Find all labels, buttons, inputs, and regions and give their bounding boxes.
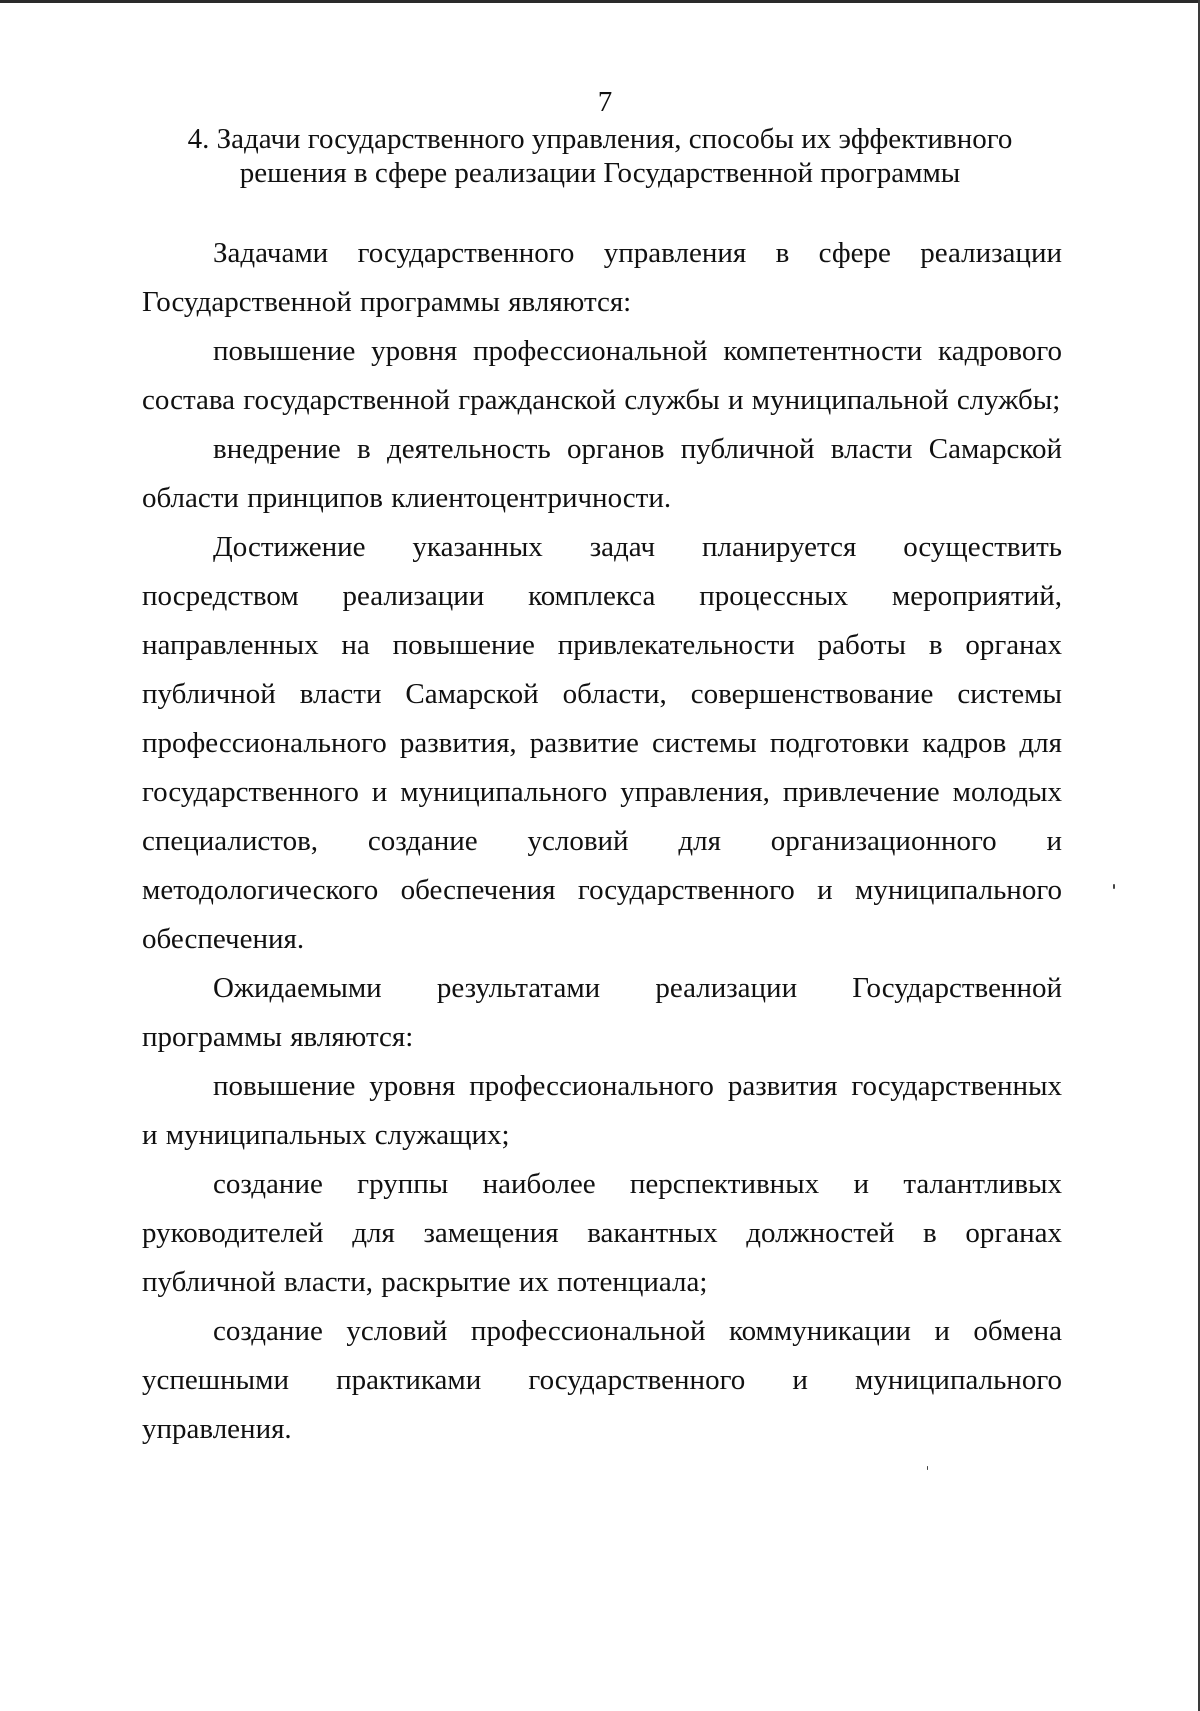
scan-edge-top	[0, 0, 1200, 3]
scan-speck	[1113, 884, 1115, 889]
scan-speck	[927, 1466, 928, 1470]
section-heading	[140, 122, 1060, 190]
paragraph-result-talent-pool: создание группы наиболее перспективных и талантливых руководителей для замещения вакантных должностей в органах публичной власти, раскрытие их потенциала;	[142, 1168, 1062, 1298]
paragraph-task-client-centricity: внедрение в деятельность органов публичной власти Самарской области принципов клиентоцентричности.	[142, 433, 1062, 514]
paragraph-tasks-intro: Задачами государственного управления в сфере реализации Государственной программы являются:	[142, 237, 1062, 318]
paragraph-achievement: Достижение указанных задач планируется осуществить посредством реализации комплекса процессных мероприятий, направленных на повышение привлекательности работы в органах публичной власти Самарской области, совершенствование системы профессионального развития, развитие системы подготовки кадров для государственного и муниципального управления, привлечение молодых специалистов, создание условий для организационного и методологического обеспечения государственного и муниципального обеспечения.	[142, 531, 1062, 955]
section-heading-line-1: 4. Задачи государственного управления, способы их эффективного	[187, 123, 1013, 155]
page-number: 7	[597, 86, 613, 118]
body-text	[142, 229, 1062, 1454]
paragraph-results-intro: Ожидаемыми результатами реализации Государственной программы являются:	[142, 972, 1062, 1053]
paragraph-task-competence: повышение уровня профессиональной компетентности кадрового состава государственной гражданской службы и муниципальной службы;	[142, 335, 1062, 416]
paragraph-result-communication: создание условий профессиональной коммуникации и обмена успешными практиками государственного и муниципального управления.	[142, 1315, 1062, 1445]
paragraph-result-development: повышение уровня профессионального развития государственных и муниципальных служащих;	[142, 1070, 1062, 1151]
section-heading-line-2: решения в сфере реализации Государственной программы	[239, 157, 961, 189]
